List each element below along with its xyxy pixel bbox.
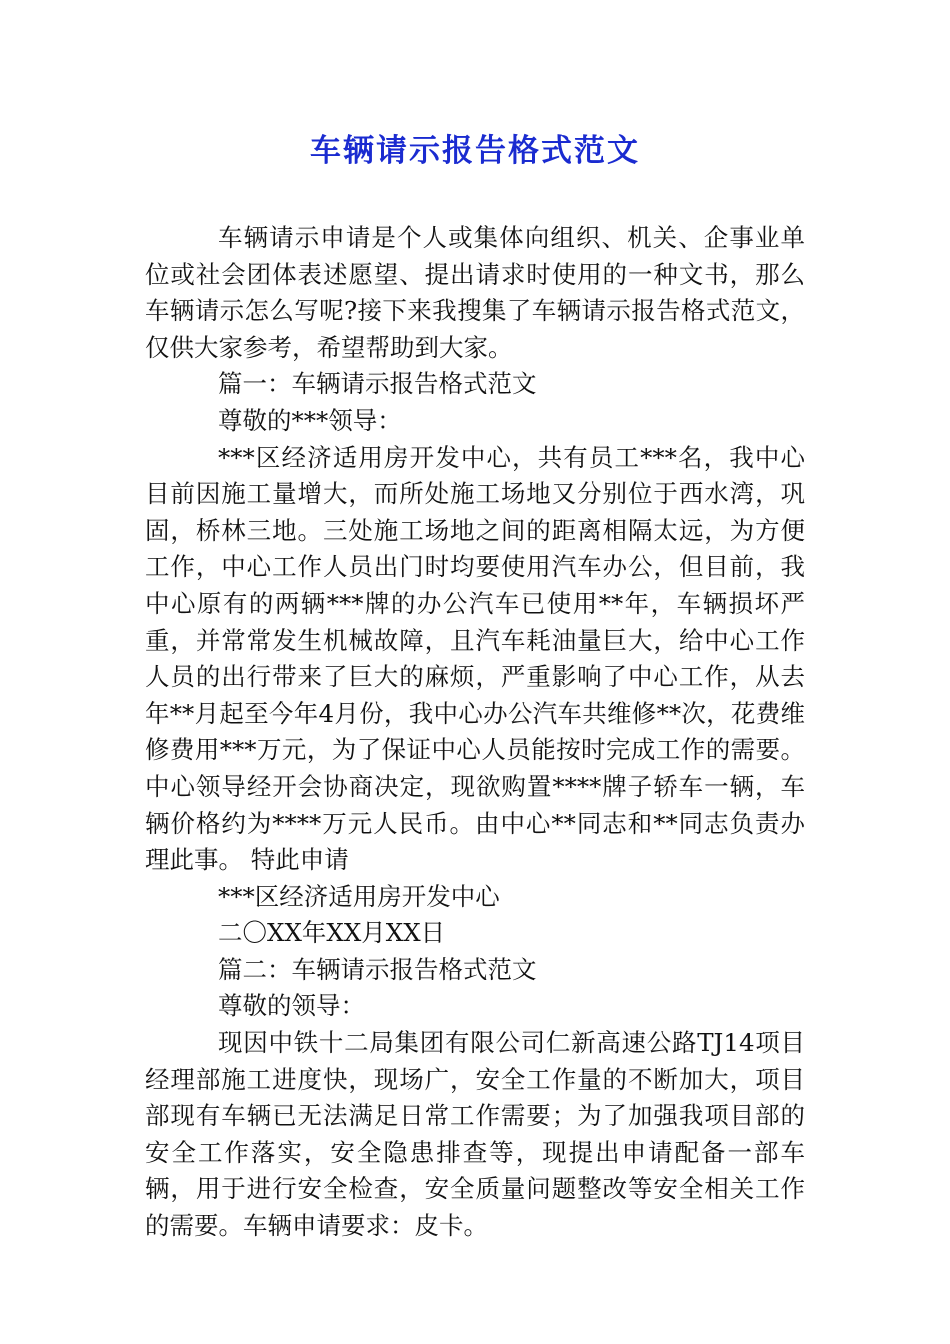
document-title: 车辆请示报告格式范文: [310, 133, 640, 169]
salutation-one: 尊敬的***领导：: [218, 405, 402, 435]
document-body: [145, 220, 805, 1245]
section-heading-one: 篇一：车辆请示报告格式范文: [218, 369, 537, 399]
salutation-two: 尊敬的领导：: [218, 991, 365, 1021]
signature-organization: ***区经济适用房开发中心: [218, 881, 500, 911]
section-heading-two: 篇二：车辆请示报告格式范文: [218, 954, 537, 984]
signature-date: 二〇XX年XX月XX日: [218, 918, 446, 948]
intro-paragraph: 车辆请示申请是个人或集体向组织、机关、企事业单位或社会团体表述愿望、提出请求时使用的一种文书，那么车辆请示怎么写呢?接下来我搜集了车辆请示报告格式范文，仅供大家参考，希望帮助到大家。: [145, 223, 805, 362]
body-paragraph-two: 现因中铁十二局集团有限公司仁新高速公路TJ14项目经理部施工进度快，现场广，安全工作量的不断加大，项目部现有车辆已无法满足日常工作需要；为了加强我项目部的安全工作落实，安全隐患排查等，现提出申请配备一部车辆，用于进行安全检查，安全质量问题整改等安全相关工作的需要。车辆申请要求：皮卡。: [145, 1028, 805, 1241]
body-paragraph-one: ***区经济适用房开发中心，共有员工***名，我中心目前因施工量增大，而所处施工场地又分别位于西水湾，巩固，桥林三地。三处施工场地之间的距离相隔太远，为方便工作，中心工作人员出门时均要使用汽车办公，但目前，我中心原有的两辆***牌的办公汽车已使用**年，车辆损坏严重，并常常发生机械故障，且汽车耗油量巨大，给中心工作人员的出行带来了巨大的麻烦，严重影响了中心工作，从去年**月起至今年4月份，我中心办公汽车共维修**次，花费维修费用***万元，为了保证中心人员能按时完成工作的需要。中心领导经开会协商决定，现欲购置****牌子轿车一辆，车辆价格约为****万元人民币。由中心**同志和**同志负责办理此事。 特此申请: [145, 442, 805, 875]
